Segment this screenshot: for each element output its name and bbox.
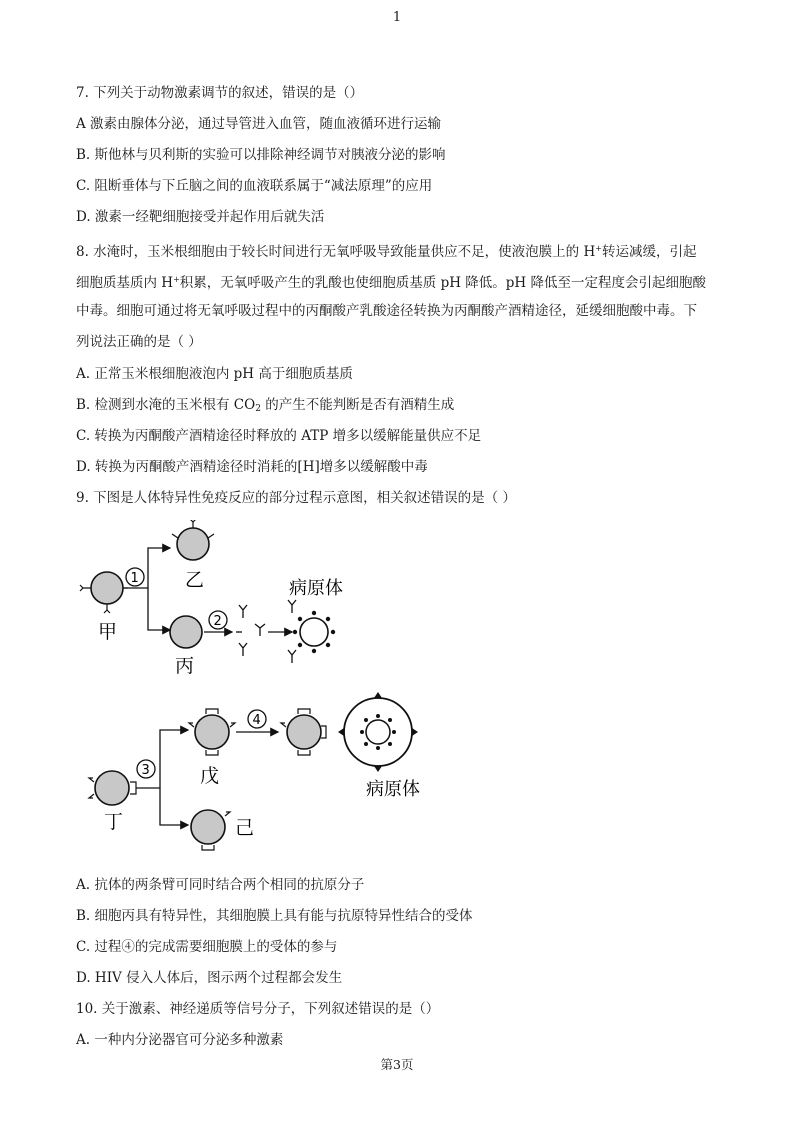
label-jia: 甲 <box>98 621 118 643</box>
q8-option-b <box>76 396 454 418</box>
step-1-marker <box>126 568 144 586</box>
pathogen-top <box>293 611 335 653</box>
q8-stem-line-3: 中毒。细胞可通过将无氧呼吸过程中的丙酮酸产乳酸途径转换为丙酮酸产酒精途径，延缓细胞酸中毒。下 <box>76 303 697 319</box>
q8-line2-text-a: 细胞质基质内 H <box>76 275 174 291</box>
q8-stem-line-4: 列说法正确的是（ ） <box>76 334 202 350</box>
label-yi: 乙 <box>185 569 205 591</box>
step-2-marker <box>209 611 227 629</box>
label-bing: 丙 <box>175 655 195 677</box>
effector-cell-attacking <box>281 709 326 755</box>
q7-stem: 7. 下列关于动物激素调节的叙述，错误的是（） <box>76 85 364 101</box>
q8-line1-sup: + <box>595 244 602 253</box>
q8-line1-text-b: 转运减缓，引起 <box>601 244 697 260</box>
label-wu: 戊 <box>200 765 220 787</box>
q8-line2-sup: + <box>173 275 180 284</box>
immune-response-diagram <box>60 520 460 860</box>
step-4-marker <box>248 710 266 728</box>
target-cell <box>338 692 418 772</box>
label-ji: 己 <box>235 817 255 839</box>
q9-option-c: C. 过程④的完成需要细胞膜上的受体的参与 <box>76 939 338 955</box>
effector-cell-wu <box>189 709 235 755</box>
page-number-top: 1 <box>392 10 402 25</box>
q7-option-d: D. 激素一经靶细胞接受并起作用后就失活 <box>76 209 325 225</box>
label-pathogen-top: 病原体 <box>289 578 343 599</box>
q8-option-c: C. 转换为丙酮酸产酒精途径时释放的 ATP 增多以缓解能量供应不足 <box>76 428 482 444</box>
q7-option-c: C. 阻断垂体与下丘脑之间的血液联系属于“减法原理”的应用 <box>76 178 433 194</box>
q8-line2-text-b: 积累，无氧呼吸产生的乳酸也使细胞质基质 pH 降低。pH 降低至一定程度会引起细胞酸 <box>179 275 706 291</box>
q9-option-d: D. HIV 侵入人体后，图示两个过程都会发生 <box>76 970 343 986</box>
antibody-group <box>236 605 265 656</box>
memory-cell-ji <box>191 810 230 850</box>
q9-option-b: B. 细胞丙具有特异性，其细胞膜上具有能与抗原特异性结合的受体 <box>76 908 473 924</box>
plasma-cell-bing <box>170 616 202 648</box>
q7-option-b: B. 斯他林与贝利斯的实验可以排除神经调节对胰液分泌的影响 <box>76 147 446 163</box>
q8-option-d: D. 转换为丙酮酸产酒精途径时消耗的[H]增多以缓解酸中毒 <box>76 459 428 475</box>
q8-stem-line-2 <box>76 271 706 292</box>
q8-opt-b-text-a: B. 检测到水淹的玉米根有 CO <box>76 397 256 413</box>
q10-option-a: A. 一种内分泌器官可分泌多种激素 <box>76 1032 284 1048</box>
step-2-label: 2 <box>213 614 222 629</box>
q8-stem-line-1 <box>76 240 696 261</box>
label-ding: 丁 <box>104 811 124 833</box>
t-cell-ding <box>89 771 136 805</box>
step-4-label: 4 <box>252 713 261 728</box>
page-footer: 第3页 <box>380 1057 414 1072</box>
memory-cell-yi <box>172 520 214 560</box>
step-3-label: 3 <box>141 763 150 778</box>
q7-option-a: A 激素由腺体分泌，通过导管进入血管，随血液循环进行运输 <box>76 116 442 132</box>
q9-option-a: A. 抗体的两条臂可同时结合两个相同的抗原分子 <box>76 877 365 893</box>
step-1-label: 1 <box>130 571 139 586</box>
step-3-marker <box>137 760 155 778</box>
q8-line1-text-a: 8. 水淹时，玉米根细胞由于较长时间进行无氧呼吸导致能量供应不足，使液泡膜上的 H <box>76 244 596 260</box>
q9-stem: 9. 下图是人体特异性免疫反应的部分过程示意图，相关叙述错误的是（ ） <box>76 490 516 506</box>
q8-opt-b-text-b: 的产生不能判断是否有酒精生成 <box>260 397 455 413</box>
b-cell-jia <box>80 572 128 613</box>
q8-opt-b-sub: 2 <box>255 404 261 414</box>
label-pathogen-bottom: 病原体 <box>366 779 420 800</box>
q8-option-a: A. 正常玉米根细胞液泡内 pH 高于细胞质基质 <box>76 366 353 382</box>
q10-stem: 10. 关于激素、神经递质等信号分子，下列叙述错误的是（） <box>76 1001 440 1017</box>
